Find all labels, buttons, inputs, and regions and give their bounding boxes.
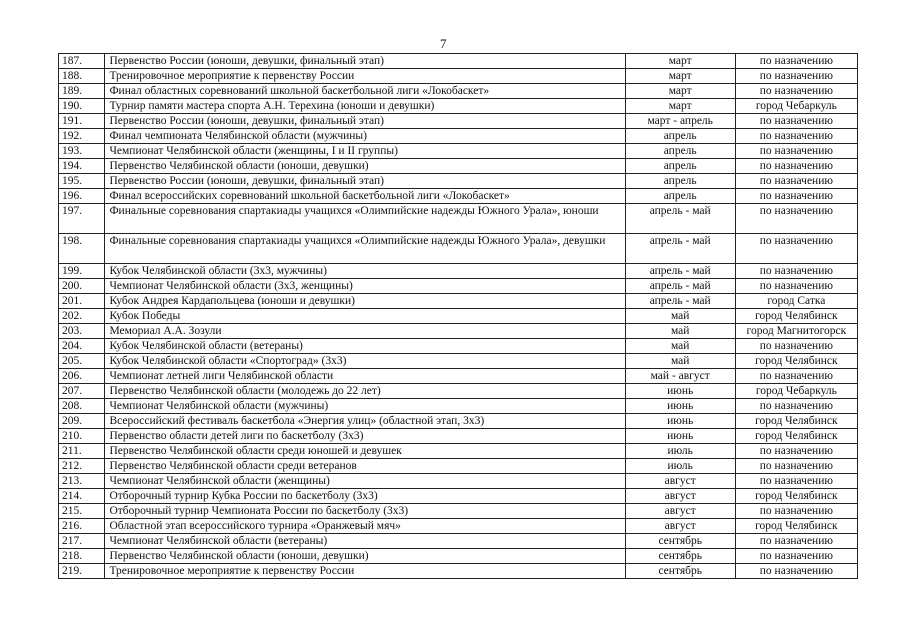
row-number: 216. [59,519,105,534]
event-name: Первенство области детей лиги по баскетболу (3х3) [105,429,625,444]
event-name: Финал чемпионата Челябинской области (мужчины) [105,129,625,144]
event-name: Чемпионат Челябинской области (женщины) [105,474,625,489]
row-number: 188. [59,69,105,84]
table-row [59,264,858,279]
event-date: август [625,474,735,489]
table-row [59,519,858,534]
table-row [59,324,858,339]
event-place: город Магнитогорск [735,324,857,339]
event-date: май - август [625,369,735,384]
event-name: Финальные соревнования спартакиады учащихся «Олимпийские надежды Южного Урала», юноши [105,204,625,234]
event-place: по назначению [735,69,857,84]
event-date: август [625,489,735,504]
table-row [59,234,858,264]
table-row [59,189,858,204]
event-date: апрель [625,129,735,144]
event-date: март [625,69,735,84]
event-name: Отборочный турнир Кубка России по баскетболу (3х3) [105,489,625,504]
event-date: май [625,324,735,339]
row-number: 199. [59,264,105,279]
event-name: Первенство Челябинской области среди ветеранов [105,459,625,474]
event-date: март - апрель [625,114,735,129]
event-name: Чемпионат Челябинской области (женщины, I и II группы) [105,144,625,159]
row-number: 200. [59,279,105,294]
event-name: Первенство Челябинской области (юноши, девушки) [105,159,625,174]
table-row [59,84,858,99]
table-row [59,444,858,459]
event-place: город Челябинск [735,429,857,444]
table-row [59,564,858,579]
event-place: город Челябинск [735,309,857,324]
table-row [59,474,858,489]
table-row [59,309,858,324]
table-row [59,114,858,129]
event-place: по назначению [735,114,857,129]
row-number: 196. [59,189,105,204]
event-date: апрель - май [625,204,735,234]
event-place: по назначению [735,264,857,279]
event-place: по назначению [735,459,857,474]
event-name: Финальные соревнования спартакиады учащихся «Олимпийские надежды Южного Урала», девушки [105,234,625,264]
event-name: Первенство Челябинской области (юноши, девушки) [105,549,625,564]
table-row [59,54,858,69]
row-number: 214. [59,489,105,504]
event-date: сентябрь [625,564,735,579]
event-name: Кубок Победы [105,309,625,324]
row-number: 195. [59,174,105,189]
event-date: апрель [625,159,735,174]
row-number: 202. [59,309,105,324]
event-place: город Челябинск [735,414,857,429]
table-row [59,414,858,429]
event-place: город Челябинск [735,354,857,369]
table-row [59,489,858,504]
table-row [59,99,858,114]
event-place: по назначению [735,84,857,99]
table-row [59,504,858,519]
event-name: Чемпионат летней лиги Челябинской области [105,369,625,384]
row-number: 204. [59,339,105,354]
table-row [59,204,858,234]
row-number: 189. [59,84,105,99]
event-place: город Чебаркуль [735,99,857,114]
table-row [59,549,858,564]
row-number: 198. [59,234,105,264]
event-date: апрель [625,144,735,159]
table-row [59,129,858,144]
event-name: Чемпионат Челябинской области (3х3, женщины) [105,279,625,294]
event-date: март [625,54,735,69]
row-number: 208. [59,399,105,414]
event-date: сентябрь [625,549,735,564]
event-name: Финал областных соревнований школьной баскетбольной лиги «Локобаскет» [105,84,625,99]
event-date: июнь [625,414,735,429]
event-name: Чемпионат Челябинской области (ветераны) [105,534,625,549]
event-date: март [625,99,735,114]
event-place: город Чебаркуль [735,384,857,399]
table-row [59,369,858,384]
row-number: 192. [59,129,105,144]
event-date: апрель - май [625,264,735,279]
event-place: по назначению [735,339,857,354]
event-place: по назначению [735,159,857,174]
row-number: 215. [59,504,105,519]
event-name: Всероссийский фестиваль баскетбола «Энергия улиц» (областной этап, 3х3) [105,414,625,429]
table-row [59,399,858,414]
event-date: апрель - май [625,294,735,309]
event-date: август [625,504,735,519]
event-date: июль [625,459,735,474]
table-row [59,159,858,174]
event-name: Турнир памяти мастера спорта А.Н. Терехина (юноши и девушки) [105,99,625,114]
row-number: 194. [59,159,105,174]
event-date: март [625,84,735,99]
row-number: 211. [59,444,105,459]
event-place: по назначению [735,144,857,159]
row-number: 209. [59,414,105,429]
event-name: Чемпионат Челябинской области (мужчины) [105,399,625,414]
row-number: 217. [59,534,105,549]
event-date: апрель - май [625,279,735,294]
event-name: Кубок Челябинской области «Спортоград» (3х3) [105,354,625,369]
event-date: июнь [625,384,735,399]
row-number: 218. [59,549,105,564]
row-number: 212. [59,459,105,474]
row-number: 197. [59,204,105,234]
event-date: июнь [625,399,735,414]
table-row [59,384,858,399]
table-row [59,339,858,354]
event-name: Финал всероссийских соревнований школьной баскетбольной лиги «Локобаскет» [105,189,625,204]
row-number: 190. [59,99,105,114]
event-place: город Челябинск [735,489,857,504]
event-date: апрель [625,189,735,204]
event-name: Отборочный турнир Чемпионата России по баскетболу (3х3) [105,504,625,519]
event-place: по назначению [735,564,857,579]
table-row [59,174,858,189]
event-name: Кубок Челябинской области (ветераны) [105,339,625,354]
event-name: Первенство Челябинской области среди юношей и девушек [105,444,625,459]
event-date: июль [625,444,735,459]
row-number: 213. [59,474,105,489]
row-number: 205. [59,354,105,369]
table-row [59,144,858,159]
event-place: по назначению [735,444,857,459]
table-row [59,69,858,84]
table-row [59,279,858,294]
event-place: по назначению [735,129,857,144]
event-place: город Челябинск [735,519,857,534]
table-row [59,534,858,549]
event-date: май [625,339,735,354]
event-date: апрель [625,174,735,189]
event-place: по назначению [735,474,857,489]
event-date: май [625,354,735,369]
event-place: по назначению [735,189,857,204]
event-name: Тренировочное мероприятие к первенству России [105,564,625,579]
event-name: Первенство России (юноши, девушки, финальный этап) [105,114,625,129]
event-date: апрель - май [625,234,735,264]
table-row [59,354,858,369]
event-date: май [625,309,735,324]
event-name: Областной этап всероссийского турнира «Оранжевый мяч» [105,519,625,534]
row-number: 219. [59,564,105,579]
event-place: по назначению [735,54,857,69]
event-place: город Сатка [735,294,857,309]
event-name: Кубок Андрея Кардапольцева (юноши и девушки) [105,294,625,309]
event-place: по назначению [735,369,857,384]
event-place: по назначению [735,174,857,189]
event-place: по назначению [735,549,857,564]
row-number: 193. [59,144,105,159]
event-name: Первенство России (юноши, девушки, финальный этап) [105,174,625,189]
row-number: 191. [59,114,105,129]
page-number: 7 [440,36,447,51]
event-name: Мемориал А.А. Зозули [105,324,625,339]
event-name: Первенство Челябинской области (молодежь до 22 лет) [105,384,625,399]
event-place: по назначению [735,204,857,234]
event-place: по назначению [735,504,857,519]
event-date: июнь [625,429,735,444]
row-number: 203. [59,324,105,339]
row-number: 207. [59,384,105,399]
event-name: Тренировочное мероприятие к первенству России [105,69,625,84]
table-row [59,459,858,474]
row-number: 187. [59,54,105,69]
event-place: по назначению [735,279,857,294]
event-place: по назначению [735,534,857,549]
row-number: 210. [59,429,105,444]
event-name: Первенство России (юноши, девушки, финальный этап) [105,54,625,69]
event-place: по назначению [735,234,857,264]
event-place: по назначению [735,399,857,414]
row-number: 206. [59,369,105,384]
events-table-body [59,54,858,579]
row-number: 201. [59,294,105,309]
table-row [59,294,858,309]
event-date: август [625,519,735,534]
event-name: Кубок Челябинской области (3х3, мужчины) [105,264,625,279]
events-table [58,53,858,579]
event-date: сентябрь [625,534,735,549]
table-row [59,429,858,444]
